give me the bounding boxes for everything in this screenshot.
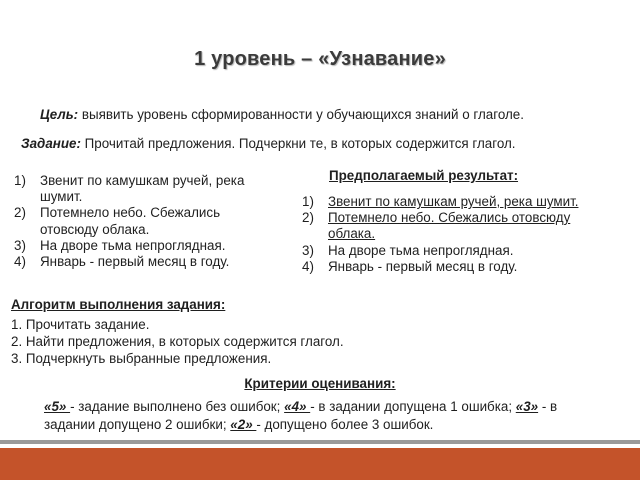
- algorithm-steps: [11, 316, 344, 367]
- goal-text: выявить уровень сформированности у обучающихся знаний о глаголе.: [78, 107, 524, 122]
- task-line: [21, 136, 516, 151]
- grade-2: «2»: [230, 417, 257, 432]
- criteria-title: Критерии оценивания:: [244, 376, 396, 391]
- algorithm-step: 3. Подчеркнуть выбранные предложения.: [11, 351, 272, 366]
- expected-number: 4): [302, 258, 314, 274]
- expected-item: [302, 194, 592, 210]
- expected-result-list: [302, 194, 592, 275]
- sentence-text: Январь - первый месяц в году.: [40, 254, 230, 270]
- grade-3-desc: - в задании допущено 2 ошибки;: [44, 399, 558, 432]
- grade-3: «3»: [515, 399, 539, 414]
- goal-line: [40, 107, 524, 122]
- slide-title: 1 уровень – «Узнавание»: [194, 48, 446, 70]
- sentence-number: 3): [14, 237, 26, 253]
- sentence-text: Потемнело небо. Сбежались отовсюду облака.: [40, 205, 221, 237]
- expected-result-title: Предполагаемый результат:: [329, 168, 519, 183]
- footer-bar: [0, 448, 640, 480]
- expected-text: Январь - первый месяц в году.: [328, 258, 518, 274]
- task-text: Прочитай предложения. Подчеркни те, в которых содержится глагол.: [80, 136, 516, 151]
- grade-4: «4»: [284, 399, 311, 414]
- expected-item: [302, 210, 592, 242]
- sentence-item: [14, 173, 276, 205]
- goal-label: Цель:: [40, 107, 79, 122]
- expected-item: [302, 259, 592, 275]
- expected-item: [302, 243, 592, 259]
- algorithm-title: Алгоритм выполнения задания:: [11, 297, 226, 312]
- expected-number: 2): [302, 210, 314, 226]
- grade-4-desc: - в задании допущена 1 ошибка;: [310, 399, 516, 414]
- expected-number: 3): [302, 242, 314, 258]
- task-label: Задание:: [21, 136, 81, 151]
- sentence-number: 4): [14, 254, 26, 270]
- expected-text: На дворе тьма непроглядная.: [328, 242, 514, 258]
- grade-5: «5»: [44, 399, 71, 414]
- expected-text-underlined: Потемнело небо. Сбежались отовсюду облака.: [328, 210, 571, 242]
- expected-number: 1): [302, 194, 314, 209]
- sentences-list: [14, 173, 276, 270]
- sentence-number: 1): [14, 173, 26, 188]
- grade-2-desc: - допущено более 3 ошибок.: [256, 417, 434, 432]
- expected-text-underlined: Звенит по камушкам ручей, река шумит.: [328, 194, 579, 209]
- grade-5-desc: - задание выполнено без ошибок;: [70, 399, 285, 414]
- footer-divider: [0, 440, 640, 444]
- sentence-text: Звенит по камушкам ручей, река шумит.: [40, 173, 245, 205]
- algorithm-step: 2. Найти предложения, в которых содержится глагол.: [11, 334, 344, 349]
- sentence-item: [14, 205, 276, 237]
- sentence-item: [14, 238, 276, 254]
- sentence-number: 2): [14, 205, 26, 221]
- sentence-item: [14, 254, 276, 270]
- criteria-text: [44, 398, 604, 434]
- sentence-text: На дворе тьма непроглядная.: [40, 237, 226, 253]
- algorithm-step: 1. Прочитать задание.: [11, 317, 150, 332]
